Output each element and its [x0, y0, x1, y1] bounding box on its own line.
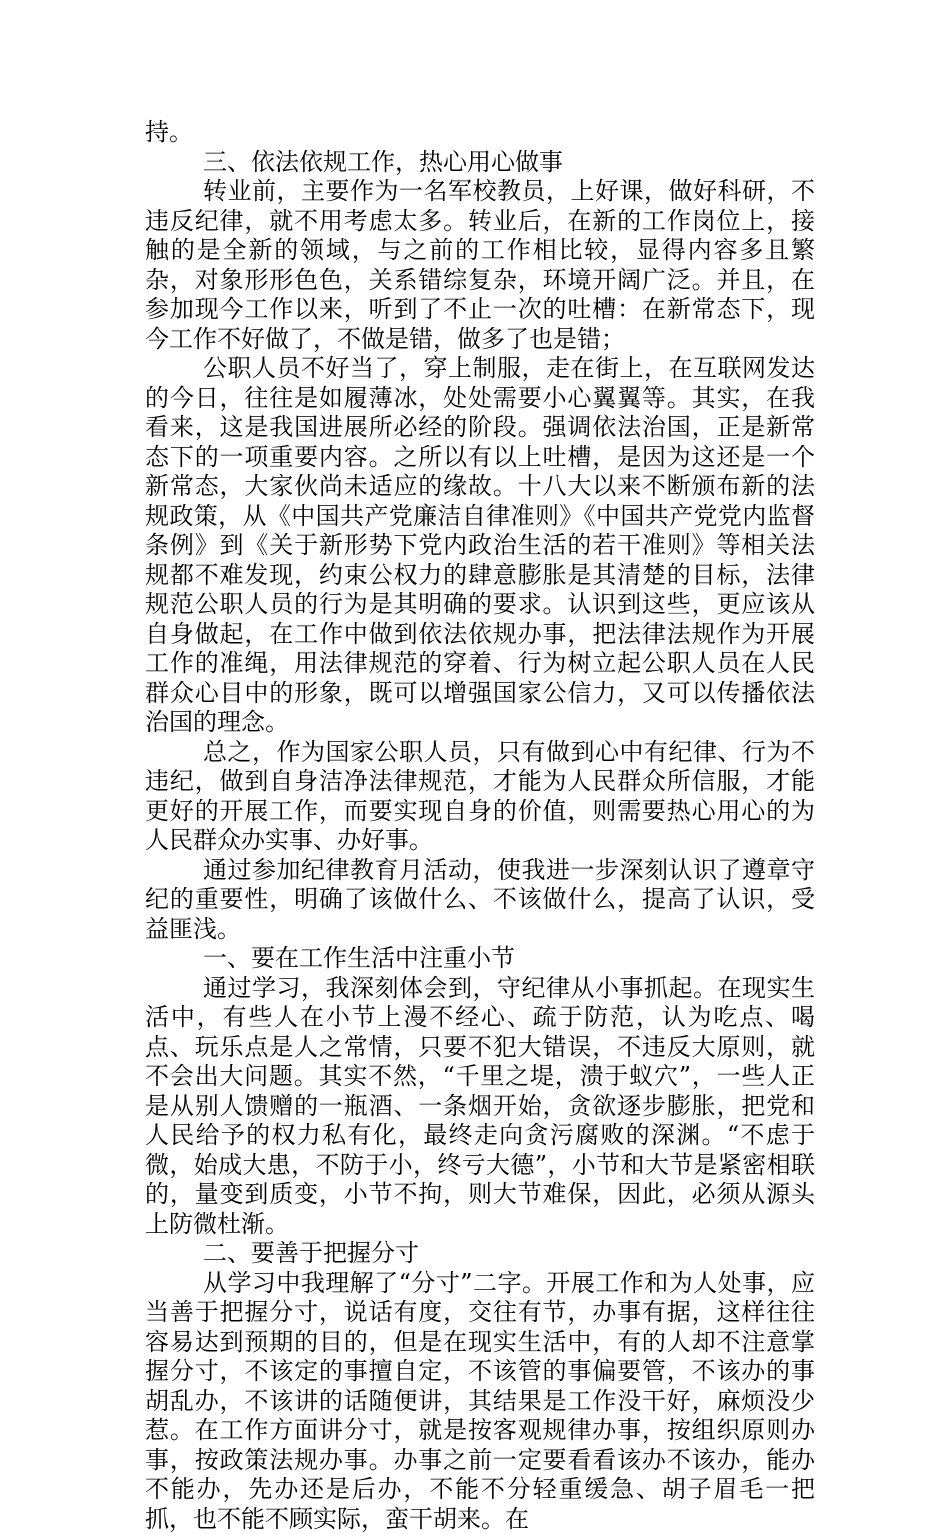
body-paragraph: 通过学习，我深刻体会到，守纪律从小事抓起。在现实生活中，有些人在小节上漫不经心、疏于防范，认为吃点、喝点、玩乐点是人之常情，只要不犯大错误，不违反大原则，就不会出大问题。其实不然，“千里之堤，溃于蚁穴”，一些人正是从别人馈赠的一瓶酒、一条烟开始，贪欲逐步膨胀，把党和人民给予的权力私有化，最终走向贪污腐败的深渊。“不虑于微，始成大患，不防于小，终亏大德”，小节和大节是紧密相联的，量变到质变，小节不拘，则大节难保，因此，必须从源头上防微杜渐。 [145, 974, 815, 1240]
document-body [145, 118, 815, 1534]
section-heading: 二、要善于把握分寸 [145, 1239, 815, 1269]
body-paragraph: 公职人员不好当了，穿上制服，走在街上，在互联网发达的今日，往往是如履薄冰，处处需要小心翼翼等。其实，在我看来，这是我国进展所必经的阶段。强调依法治国，正是新常态下的一项重要内容。之所以有以上吐槽，是因为这还是一个新常态，大家伙尚未适应的缘故。十八大以来不断颁布新的法规政策，从《中国共产党廉洁自律准则》《中国共产党党内监督条例》到《关于新形势下党内政治生活的若干准则》等相关法规都不难发现，约束公权力的肆意膨胀是其清楚的目标，法律规范公职人员的行为是其明确的要求。认识到这些，更应该从自身做起，在工作中做到依法依规办事，把法律法规作为开展工作的准绳，用法律规范的穿着、行为树立起公职人员在人民群众心目中的形象，既可以增强国家公信力，又可以传播依法治国的理念。 [145, 354, 815, 738]
body-paragraph: 持。 [145, 118, 815, 148]
section-heading: 一、要在工作生活中注重小节 [145, 944, 815, 974]
body-paragraph: 总之，作为国家公职人员，只有做到心中有纪律、行为不违纪，做到自身洁净法律规范，才能为人民群众所信服，才能更好的开展工作，而要实现自身的价值，则需要热心用心的为人民群众办实事、办好事。 [145, 738, 815, 856]
body-paragraph: 从学习中我理解了“分寸”二字。开展工作和为人处事，应当善于把握分寸，说话有度，交往有节，办事有据，这样往往容易达到预期的目的，但是在现实生活中，有的人却不注意掌握分寸，不该定的事擅自定，不该管的事偏要管，不该办的事胡乱办，不该讲的话随便讲，其结果是工作没干好，麻烦没少惹。在工作方面讲分寸，就是按客观规律办事，按组织原则办事，按政策法规办事。办事之前一定要看看该办不该办，能办不能办，先办还是后办，不能不分轻重缓急、胡子眉毛一把抓，也不能不顾实际，蛮干胡来。在 [145, 1269, 815, 1534]
section-heading: 三、依法依规工作，热心用心做事 [145, 148, 815, 178]
body-paragraph: 转业前，主要作为一名军校教员，上好课，做好科研，不违反纪律，就不用考虑太多。转业后，在新的工作岗位上，接触的是全新的领域，与之前的工作相比较，显得内容多且繁杂，对象形形色色，关系错综复杂，环境开阔广泛。并且，在参加现今工作以来，听到了不止一次的吐槽：在新常态下，现今工作不好做了，不做是错，做多了也是错； [145, 177, 815, 354]
body-paragraph: 通过参加纪律教育月活动，使我进一步深刻认识了遵章守纪的重要性，明确了该做什么、不该做什么，提高了认识，受益匪浅。 [145, 856, 815, 945]
